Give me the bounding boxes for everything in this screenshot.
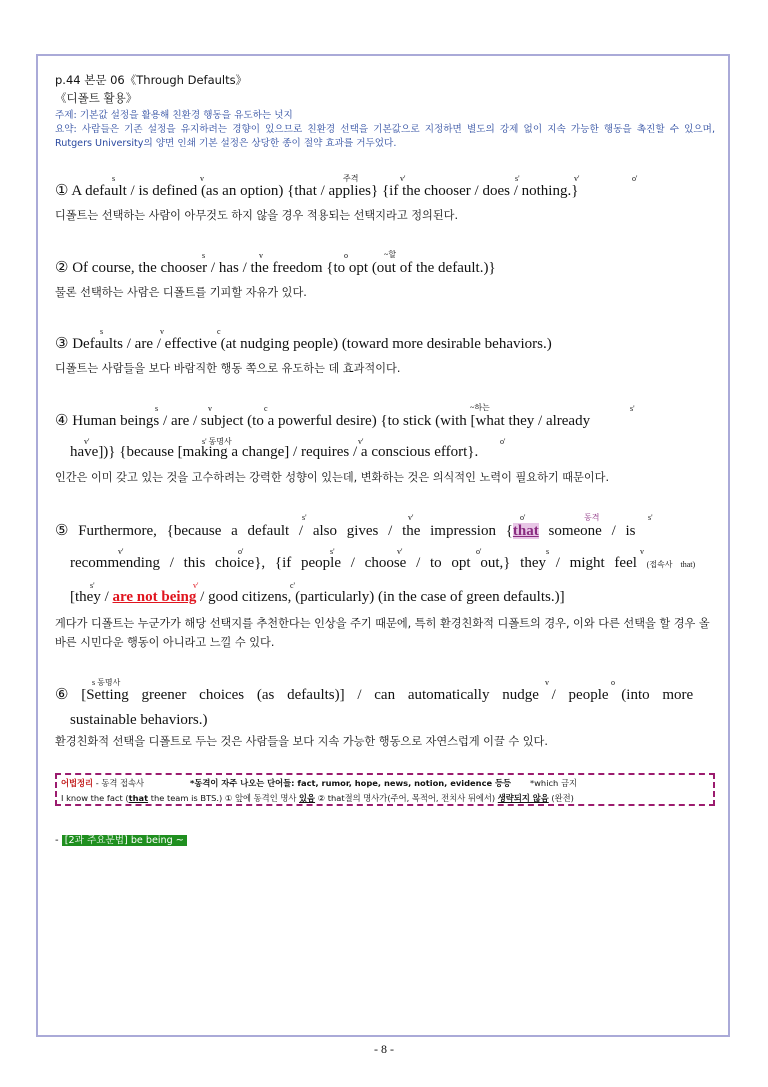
grammar-example-d: (완전) — [548, 793, 574, 803]
mark-donggyeok: 동격 — [584, 513, 600, 522]
sentence-5-text-a: Furthermore, {because a default / also gives / the impression { — [78, 523, 513, 539]
mark-dongmyeongsa: s' 동명사 — [202, 437, 232, 446]
sentence-4-line-2: have])} {because [making a change] / requires / a conscious effort}. — [70, 444, 479, 460]
mark-vp: v' — [358, 437, 364, 446]
grammar-note-line-2 — [61, 792, 574, 804]
sentence-4-number: ④ — [55, 413, 69, 429]
grammar-note-which: *which 금지 — [530, 778, 577, 788]
grammar-example-omit: 생략되지 않음 — [497, 793, 549, 803]
sentence-1 — [55, 181, 715, 200]
sentence-1-number: ① — [55, 183, 69, 199]
grammar-bullet — [55, 832, 187, 846]
mark-op: o' — [238, 547, 244, 556]
sentence-6-translation: 환경친화적 선택을 디폴트로 두는 것은 사람들을 보다 지속 가능한 행동으로 자연스럽게 이끌 수 있다. — [55, 735, 548, 748]
mark-vp: v' — [193, 581, 199, 590]
sentence-5-text-b: someone / is — [538, 523, 636, 539]
mark-op: o' — [500, 437, 506, 446]
grammar-example-that: that — [128, 793, 149, 803]
grammar-note-box — [55, 773, 715, 806]
mark-s: s — [100, 327, 104, 336]
mark-sp: s' — [330, 547, 335, 556]
sentence-6-line-2: sustainable behaviors.) — [70, 712, 208, 728]
mark-s: s — [112, 174, 116, 183]
sentence-2 — [55, 258, 715, 277]
mark-vp: v' — [408, 513, 414, 522]
mark-s: s — [202, 251, 206, 260]
bullet-dash: - — [55, 835, 59, 846]
mark-jugyeok: 주격 — [343, 174, 359, 183]
sentence-4-text-1: Human beings / are / subject (to a powerful desire) {to stick (with [what they / already — [72, 413, 591, 429]
grammar-example-a: I know the fact ( — [61, 793, 129, 803]
grammar-example-b: the team is BTS.) ① 앞에 동격인 명사 — [148, 793, 300, 803]
mark-op: o' — [520, 513, 526, 522]
mark-hal: ~할 — [384, 250, 397, 259]
sentence-5-line-3 — [70, 589, 715, 606]
topic-line: 주제: 기본값 설정을 활용해 친환경 행동을 유도하는 넛지 — [55, 110, 293, 121]
sentence-3-translation: 디폴트는 사람들을 보다 바람직한 행동 쪽으로 유도하는 데 효과적이다. — [55, 362, 401, 375]
mark-vp: v' — [574, 174, 580, 183]
sentence-2-text: Of course, the chooser / has / the freedom {to opt (out of the default.)} — [72, 260, 496, 276]
mark-v: v — [259, 251, 263, 260]
sentence-3-text: Defaults / are / effective (at nudging people) (toward more desirable behaviors.) — [72, 336, 552, 352]
mark-haneun: ~하는 — [470, 403, 490, 412]
page-content — [55, 60, 715, 151]
mark-s: s — [155, 404, 159, 413]
conjunction-note: (접속사 that) — [646, 560, 696, 569]
grammar-note-words: *동격이 자주 나오는 단어들: fact, rumor, hope, news, notion, evidence 등등 — [190, 778, 512, 788]
sentence-3-number: ③ — [55, 336, 69, 352]
grammar-tag: [2과 주요문법] be being ~ — [62, 835, 187, 846]
mark-vp: v' — [400, 174, 406, 183]
mark-s: s — [546, 547, 550, 556]
sentence-5-text-d: [they / — [70, 589, 113, 605]
mark-v: v — [160, 327, 164, 336]
mark-cp: c' — [290, 581, 295, 590]
mark-c: c — [217, 327, 221, 336]
sentence-6-text-1: [Setting greener choices (as defaults)] / can automatically nudge / people (into more — [81, 687, 694, 703]
mark-sp: s' — [648, 513, 653, 522]
mark-o: o — [344, 251, 348, 260]
grammar-note-line-1 — [61, 777, 144, 789]
mark-o: o — [611, 678, 615, 687]
mark-sp: s' — [630, 404, 635, 413]
grammar-note-label: 어법정리 — [61, 778, 94, 788]
sentence-5-translation: 게다가 디폴트는 누군가가 해당 선택지를 추천한다는 인상을 주기 때문에, 특히 환경친화적 디폴트의 경우, 이와 다른 선택을 할 경우 올바른 시민다운 행동이 아니라고 느낄 수 있다. — [55, 617, 710, 649]
sentence-6-line-1 — [55, 685, 715, 704]
mark-vp: v' — [84, 437, 90, 446]
mark-op: o' — [632, 174, 638, 183]
grammar-example-ok: 있음 — [299, 793, 316, 803]
source-line: p.44 본문 06《Through Defaults》 — [55, 73, 248, 87]
mark-sp: s' — [515, 174, 520, 183]
mark-v: v — [640, 547, 644, 556]
korean-title: 《디폴트 활용》 — [55, 91, 138, 105]
mark-sp: s' — [302, 513, 307, 522]
sentence-4-line-1 — [55, 411, 715, 430]
mark-v: v — [200, 174, 204, 183]
sentence-1-translation: 디폴트는 선택하는 사람이 아무것도 하지 않을 경우 적용되는 선택지라고 정의된다. — [55, 209, 459, 222]
mark-vp: v' — [118, 547, 124, 556]
sentence-6-number: ⑥ — [55, 687, 69, 703]
are-not-being-highlight: are not being — [112, 589, 197, 605]
mark-s-dongmyeongsa: s 동명사 — [92, 678, 121, 687]
mark-vp: v' — [397, 547, 403, 556]
grammar-example-c: ② that절의 명사가(주어, 목적어, 전치사 뒤에서) — [315, 793, 498, 803]
sentence-2-translation: 물론 선택하는 사람은 디폴트를 기피할 자유가 있다. — [55, 286, 307, 299]
mark-c: c — [264, 404, 268, 413]
page-number: - 8 - — [374, 1042, 394, 1056]
sentence-3 — [55, 334, 715, 353]
grammar-note-text: - 동격 접속사 — [93, 778, 145, 788]
sentence-1-text: A default / is defined (as an option) {that / applies} {if the chooser / does / nothing.} — [71, 183, 579, 199]
mark-op: o' — [476, 547, 482, 556]
sentence-5-line-2 — [70, 555, 715, 572]
highlighted-that: that — [512, 523, 539, 539]
sentence-5-line-1 — [55, 521, 715, 540]
summary-paragraph: 요약: 사람들은 기존 설정을 유지하려는 경향이 있으므로 친환경 선택을 기본값으로 지정하면 별도의 강제 없이 지속 가능한 행동을 촉진할 수 있으며, Rutgers University의 양면 인쇄 기본 설정은 상당한 종이 절약 효과를 거두었다. — [55, 124, 715, 149]
page-frame — [36, 54, 730, 1037]
mark-v: v — [208, 404, 212, 413]
sentence-5-text-e: / good citizens, (particularly) (in the case of green defaults.)] — [196, 589, 565, 605]
mark-v: v — [545, 678, 549, 687]
sentence-2-number: ② — [55, 260, 69, 276]
sentence-5-number: ⑤ — [55, 523, 69, 539]
sentence-4-translation: 인간은 이미 갖고 있는 것을 고수하려는 강력한 성향이 있는데, 변화하는 것은 의식적인 노력이 필요하기 때문이다. — [55, 471, 610, 484]
mark-sp: s' — [90, 581, 95, 590]
sentence-5-text-c: recommending / this choice}, {if people / choose / to opt out,} they / might feel — [70, 555, 647, 571]
